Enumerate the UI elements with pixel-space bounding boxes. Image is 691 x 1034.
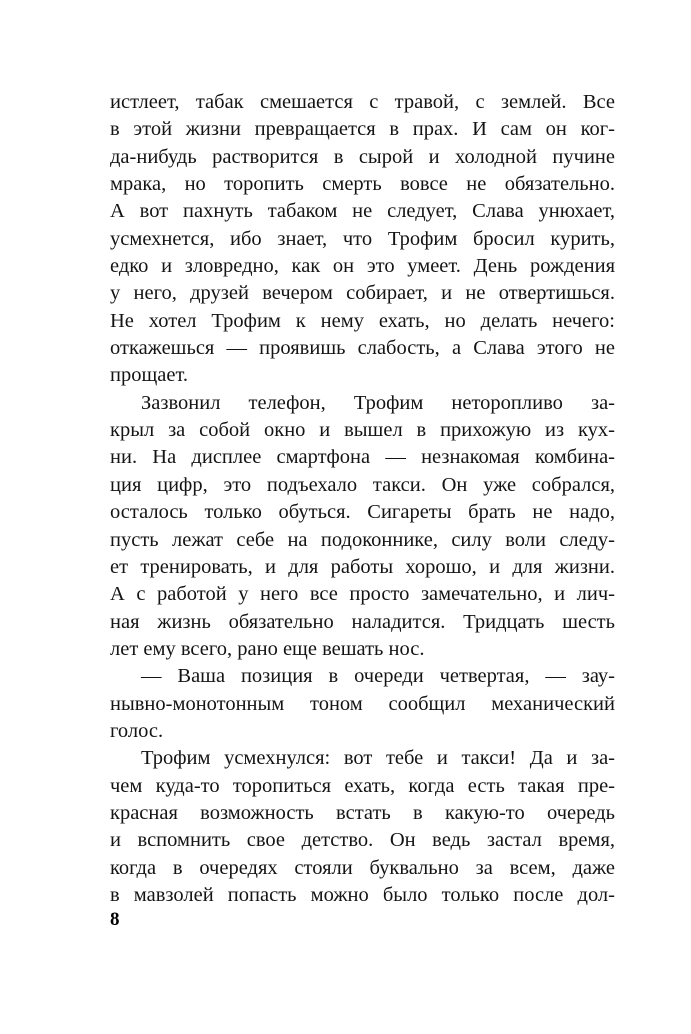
text-line: ни. На дисплее смартфона — незнакомая комбина- xyxy=(110,446,615,469)
text-line: — Ваша позиция в очереди четвертая, — зау- xyxy=(141,665,615,688)
text-line: ет тренировать, и для работы хорошо, и для жизни. xyxy=(110,555,615,578)
text-line: в мавзолей попасть можно было только после дол- xyxy=(110,883,615,906)
text-line: едко и зловредно, как он это умеет. День рождения xyxy=(110,255,615,278)
text-line: нывно-монотонным тоном сообщил механический xyxy=(110,692,615,715)
text-line: Не хотел Трофим к нему ехать, но делать нечего: xyxy=(110,309,615,332)
text-line: лет ему всего, рано еще вешать нос. xyxy=(110,637,425,660)
text-line: осталось только обуться. Сигареты брать не надо, xyxy=(110,501,615,524)
text-line: голос. xyxy=(110,719,164,742)
text-line: когда в очередях стояли буквально за всем, даже xyxy=(110,856,615,879)
text-line: А вот пахнуть табаком не следует, Слава унюхает, xyxy=(110,200,615,223)
page-number: 8 xyxy=(110,909,120,930)
text-line: красная возможность встать в какую-то очередь xyxy=(110,801,615,824)
text-line: истлеет, табак смешается с травой, с землей. Все xyxy=(110,91,615,113)
text-line: пусть лежат себе на подоконнике, силу воли следу- xyxy=(110,528,615,551)
text-line: Трофим усмехнулся: вот тебе и такси! Да и за- xyxy=(141,747,615,770)
page-text xyxy=(110,89,615,909)
text-line: А с работой у него все просто замечательно, и лич- xyxy=(110,583,615,606)
text-line: усмехнется, ибо знает, что Трофим бросил курить, xyxy=(110,227,615,250)
text-line: и вспомнить свое детство. Он ведь застал время, xyxy=(110,829,615,852)
text-line: откажешься — проявишь слабость, а Слава этого не xyxy=(110,337,615,360)
text-line: да-нибудь растворится в сырой и холодной пучине xyxy=(110,145,615,168)
text-line: мрака, но торопить смерть вовсе не обязательно. xyxy=(110,173,615,196)
text-line: чем куда-то торопиться ехать, когда есть такая пре- xyxy=(110,774,615,797)
text-line: крыл за собой окно и вышел в прихожую из кух- xyxy=(110,419,615,442)
text-line: Зазвонил телефон, Трофим неторопливо за- xyxy=(141,391,615,414)
text-line: ция цифр, это подъехало такси. Он уже собрался, xyxy=(110,473,615,496)
text-line: у него, друзей вечером собирает, и не отвертишься. xyxy=(110,282,615,305)
text-line: в этой жизни превращается в прах. И сам он ког- xyxy=(110,118,615,141)
text-line: прощает. xyxy=(110,364,188,387)
text-line: ная жизнь обязательно наладится. Тридцать шесть xyxy=(110,610,615,633)
